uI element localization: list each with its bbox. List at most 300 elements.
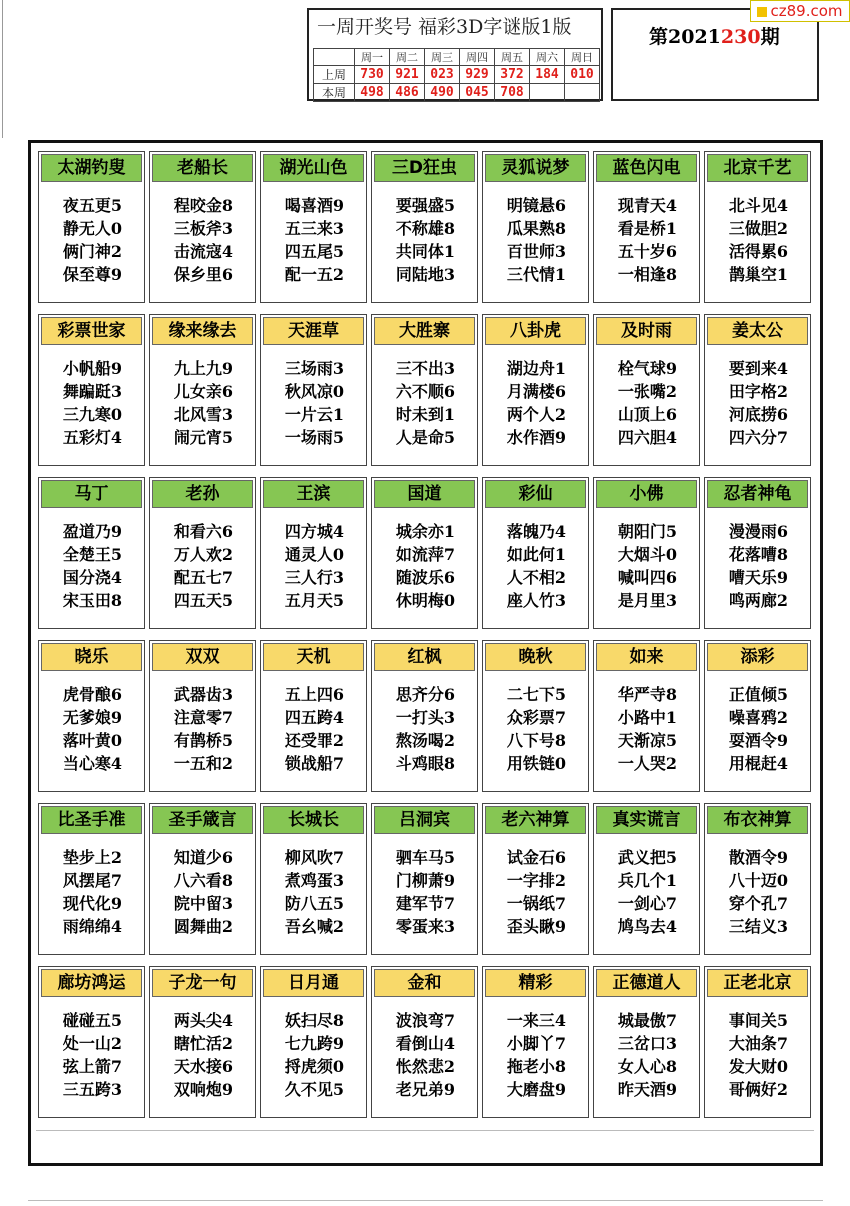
riddle-line: 四五天5 bbox=[173, 591, 234, 610]
card-author: 及时雨 bbox=[596, 317, 697, 345]
draw-number: 010 bbox=[565, 66, 600, 84]
puzzle-card bbox=[482, 803, 589, 955]
draw-number: 045 bbox=[460, 84, 495, 102]
riddle-line: 七九跨9 bbox=[284, 1034, 345, 1053]
riddle-line: 三结义3 bbox=[728, 917, 789, 936]
card-author: 大胜寨 bbox=[374, 317, 475, 345]
riddle-line: 五十岁6 bbox=[617, 242, 678, 261]
draw-number: 372 bbox=[495, 66, 530, 84]
riddle-line: 穿个孔7 bbox=[728, 894, 789, 913]
riddle-line: 双响炮9 bbox=[173, 1080, 234, 1099]
riddle-line: 田字格2 bbox=[728, 382, 789, 401]
weekly-draw-title: 一周开奖号 福彩3D字谜版1版 bbox=[317, 16, 572, 38]
card-author: 圣手箴言 bbox=[152, 806, 253, 834]
riddle-line: 弦上箭7 bbox=[62, 1057, 123, 1076]
card-author: 姜太公 bbox=[707, 317, 808, 345]
day-header: 周五 bbox=[495, 49, 530, 66]
card-riddle-lines bbox=[376, 683, 475, 775]
riddle-line: 三岔口3 bbox=[617, 1034, 678, 1053]
riddle-line: 一五和2 bbox=[173, 754, 234, 773]
riddle-line: 喝喜酒9 bbox=[284, 196, 345, 215]
riddle-line: 熬汤喝2 bbox=[395, 731, 456, 750]
riddle-line: 不称雄8 bbox=[395, 219, 456, 238]
riddle-line: 吾幺喊2 bbox=[284, 917, 345, 936]
puzzle-card bbox=[593, 477, 700, 629]
puzzle-card bbox=[38, 803, 145, 955]
puzzle-card bbox=[260, 966, 367, 1118]
card-riddle-lines bbox=[709, 520, 808, 612]
riddle-line: 雨绵绵4 bbox=[62, 917, 123, 936]
draw-number: 490 bbox=[425, 84, 460, 102]
issue-highlight: 230 bbox=[720, 26, 761, 48]
riddle-line: 要到来4 bbox=[728, 359, 789, 378]
puzzle-card bbox=[260, 314, 367, 466]
issue-number bbox=[649, 22, 780, 49]
card-author: 蓝色闪电 bbox=[596, 154, 697, 182]
watermark-text: cz89.com bbox=[770, 2, 843, 20]
draw-number: 486 bbox=[390, 84, 425, 102]
card-riddle-lines bbox=[376, 357, 475, 449]
card-author: 八卦虎 bbox=[485, 317, 586, 345]
riddle-line: 两个人2 bbox=[506, 405, 567, 424]
riddle-line: 院中留3 bbox=[173, 894, 234, 913]
card-author: 晚秋 bbox=[485, 643, 586, 671]
card-riddle-lines bbox=[265, 194, 364, 286]
riddle-line: 久不见5 bbox=[284, 1080, 345, 1099]
riddle-line: 现青天4 bbox=[617, 196, 678, 215]
riddle-line: 武义把5 bbox=[617, 848, 678, 867]
riddle-line: 人是命5 bbox=[395, 428, 456, 447]
card-author: 彩票世家 bbox=[41, 317, 142, 345]
puzzle-card bbox=[371, 151, 478, 303]
riddle-line: 通灵人0 bbox=[284, 545, 345, 564]
riddle-line: 三九寒0 bbox=[62, 405, 123, 424]
riddle-line: 鹊巢空1 bbox=[728, 265, 789, 284]
riddle-line: 六不顺6 bbox=[395, 382, 456, 401]
riddle-line: 两头尖4 bbox=[173, 1011, 234, 1030]
riddle-line: 大油条7 bbox=[728, 1034, 789, 1053]
riddle-line: 虎骨酿6 bbox=[62, 685, 123, 704]
card-riddle-lines bbox=[154, 357, 253, 449]
card-riddle-lines bbox=[487, 683, 586, 775]
riddle-line: 女人心8 bbox=[617, 1057, 678, 1076]
site-watermark[interactable] bbox=[750, 0, 850, 22]
bottom-divider bbox=[36, 1130, 814, 1131]
issue-prefix: 第2021 bbox=[649, 26, 721, 48]
card-author: 三D狂虫 bbox=[374, 154, 475, 182]
puzzle-card bbox=[482, 966, 589, 1118]
puzzle-card bbox=[149, 640, 256, 792]
weekly-draw-grid bbox=[313, 48, 600, 102]
card-author: 廊坊鸿运 bbox=[41, 969, 142, 997]
card-author: 老六神算 bbox=[485, 806, 586, 834]
day-header: 周一 bbox=[355, 49, 390, 66]
day-header-row bbox=[314, 49, 600, 66]
riddle-line: 正值倾5 bbox=[728, 685, 789, 704]
riddle-line: 击流寇4 bbox=[173, 242, 234, 261]
card-author: 国道 bbox=[374, 480, 475, 508]
riddle-line: 漫漫雨6 bbox=[728, 522, 789, 541]
draw-number bbox=[565, 84, 600, 102]
card-riddle-lines bbox=[598, 846, 697, 938]
draw-number: 023 bbox=[425, 66, 460, 84]
riddle-line: 四方城4 bbox=[284, 522, 345, 541]
riddle-line: 城余亦1 bbox=[395, 522, 456, 541]
riddle-line: 用棍赶4 bbox=[728, 754, 789, 773]
riddle-line: 三场雨3 bbox=[284, 359, 345, 378]
card-author: 灵狐说梦 bbox=[485, 154, 586, 182]
card-riddle-lines bbox=[376, 846, 475, 938]
puzzle-card bbox=[593, 966, 700, 1118]
riddle-line: 嘈天乐9 bbox=[728, 568, 789, 587]
riddle-line: 思齐分6 bbox=[395, 685, 456, 704]
riddle-line: 和看六6 bbox=[173, 522, 234, 541]
card-riddle-lines bbox=[154, 520, 253, 612]
riddle-line: 垫步上2 bbox=[62, 848, 123, 867]
riddle-line: 四五尾5 bbox=[284, 242, 345, 261]
card-riddle-lines bbox=[598, 194, 697, 286]
riddle-line: 五三来3 bbox=[284, 219, 345, 238]
card-author: 日月通 bbox=[263, 969, 364, 997]
riddle-line: 四六分7 bbox=[728, 428, 789, 447]
card-author: 马丁 bbox=[41, 480, 142, 508]
card-riddle-lines bbox=[598, 683, 697, 775]
riddle-line: 试金石6 bbox=[506, 848, 567, 867]
riddle-line: 煮鸡蛋3 bbox=[284, 871, 345, 890]
riddle-line: 城最傲7 bbox=[617, 1011, 678, 1030]
draw-number bbox=[530, 84, 565, 102]
watermark-square-icon bbox=[757, 7, 767, 17]
card-riddle-lines bbox=[43, 683, 142, 775]
puzzle-grid-frame bbox=[28, 140, 823, 1166]
riddle-line: 喊叫四6 bbox=[617, 568, 678, 587]
card-riddle-lines bbox=[154, 1009, 253, 1101]
draw-number: 730 bbox=[355, 66, 390, 84]
riddle-line: 妖扫尽8 bbox=[284, 1011, 345, 1030]
card-riddle-lines bbox=[43, 1009, 142, 1101]
riddle-line: 配一五2 bbox=[284, 265, 345, 284]
riddle-line: 锁战船7 bbox=[284, 754, 345, 773]
puzzle-card bbox=[593, 151, 700, 303]
riddle-line: 盈道乃9 bbox=[62, 522, 123, 541]
puzzle-card bbox=[260, 803, 367, 955]
card-author: 缘来缘去 bbox=[152, 317, 253, 345]
card-riddle-lines bbox=[709, 357, 808, 449]
riddle-line: 捋虎须0 bbox=[284, 1057, 345, 1076]
card-author: 真实谎言 bbox=[596, 806, 697, 834]
riddle-line: 波浪弯7 bbox=[395, 1011, 456, 1030]
card-riddle-lines bbox=[265, 357, 364, 449]
riddle-line: 三五跨3 bbox=[62, 1080, 123, 1099]
draw-number: 708 bbox=[495, 84, 530, 102]
riddle-line: 秋风凉0 bbox=[284, 382, 345, 401]
card-riddle-lines bbox=[43, 846, 142, 938]
card-riddle-lines bbox=[154, 846, 253, 938]
riddle-line: 小路中1 bbox=[617, 708, 678, 727]
card-author: 双双 bbox=[152, 643, 253, 671]
riddle-line: 八六看8 bbox=[173, 871, 234, 890]
riddle-line: 哥俩好2 bbox=[728, 1080, 789, 1099]
riddle-line: 万人欢2 bbox=[173, 545, 234, 564]
riddle-line: 儿女亲6 bbox=[173, 382, 234, 401]
puzzle-card bbox=[704, 314, 811, 466]
riddle-line: 鸣两廊2 bbox=[728, 591, 789, 610]
riddle-line: 小脚丫7 bbox=[506, 1034, 567, 1053]
issue-suffix: 期 bbox=[760, 26, 780, 48]
riddle-line: 人不相2 bbox=[506, 568, 567, 587]
puzzle-card bbox=[593, 803, 700, 955]
card-riddle-lines bbox=[43, 194, 142, 286]
weekly-draw-table bbox=[307, 8, 603, 101]
card-riddle-lines bbox=[265, 683, 364, 775]
riddle-line: 程咬金8 bbox=[173, 196, 234, 215]
riddle-line: 五上四6 bbox=[284, 685, 345, 704]
riddle-line: 国分浇4 bbox=[62, 568, 123, 587]
day-header: 周二 bbox=[390, 49, 425, 66]
riddle-line: 一字排2 bbox=[506, 871, 567, 890]
riddle-line: 武器齿3 bbox=[173, 685, 234, 704]
riddle-line: 俩门神2 bbox=[62, 242, 123, 261]
riddle-line: 怅然悲2 bbox=[395, 1057, 456, 1076]
riddle-line: 一场雨5 bbox=[284, 428, 345, 447]
riddle-line: 众彩票7 bbox=[506, 708, 567, 727]
day-header: 周日 bbox=[565, 49, 600, 66]
card-riddle-lines bbox=[43, 357, 142, 449]
riddle-line: 闹元宵5 bbox=[173, 428, 234, 447]
riddle-line: 天渐凉5 bbox=[617, 731, 678, 750]
draw-number: 498 bbox=[355, 84, 390, 102]
riddle-line: 同陆地3 bbox=[395, 265, 456, 284]
riddle-line: 大烟斗0 bbox=[617, 545, 678, 564]
riddle-line: 时未到1 bbox=[395, 405, 456, 424]
corner-cell bbox=[314, 49, 355, 66]
card-author: 彩仙 bbox=[485, 480, 586, 508]
riddle-line: 山顶上6 bbox=[617, 405, 678, 424]
riddle-line: 休明梅0 bbox=[395, 591, 456, 610]
puzzle-card bbox=[593, 314, 700, 466]
puzzle-card bbox=[593, 640, 700, 792]
puzzle-card bbox=[371, 803, 478, 955]
puzzle-card bbox=[371, 314, 478, 466]
riddle-line: 无爹娘9 bbox=[62, 708, 123, 727]
card-riddle-lines bbox=[598, 1009, 697, 1101]
riddle-line: 河底捞6 bbox=[728, 405, 789, 424]
card-riddle-lines bbox=[709, 846, 808, 938]
riddle-line: 散酒令9 bbox=[728, 848, 789, 867]
card-author: 小佛 bbox=[596, 480, 697, 508]
puzzle-card bbox=[149, 803, 256, 955]
riddle-line: 栓气球9 bbox=[617, 359, 678, 378]
riddle-line: 风摆尾7 bbox=[62, 871, 123, 890]
riddle-line: 湖边舟1 bbox=[506, 359, 567, 378]
card-riddle-lines bbox=[376, 520, 475, 612]
puzzle-card bbox=[371, 966, 478, 1118]
row-label: 上周 bbox=[314, 66, 355, 84]
card-riddle-lines bbox=[265, 1009, 364, 1101]
riddle-line: 八十迈0 bbox=[728, 871, 789, 890]
riddle-line: 夜五更5 bbox=[62, 196, 123, 215]
card-riddle-lines bbox=[709, 1009, 808, 1101]
riddle-line: 瓜果熟8 bbox=[506, 219, 567, 238]
puzzle-card bbox=[149, 966, 256, 1118]
puzzle-card bbox=[260, 151, 367, 303]
card-riddle-lines bbox=[376, 194, 475, 286]
riddle-line: 花落嘈8 bbox=[728, 545, 789, 564]
riddle-line: 落魄乃4 bbox=[506, 522, 567, 541]
riddle-line: 注意零7 bbox=[173, 708, 234, 727]
card-author: 金和 bbox=[374, 969, 475, 997]
riddle-line: 一剑心7 bbox=[617, 894, 678, 913]
puzzle-card bbox=[38, 640, 145, 792]
riddle-line: 水作酒9 bbox=[506, 428, 567, 447]
riddle-line: 一打头3 bbox=[395, 708, 456, 727]
riddle-line: 昨天酒9 bbox=[617, 1080, 678, 1099]
riddle-line: 北风雪3 bbox=[173, 405, 234, 424]
card-riddle-lines bbox=[154, 683, 253, 775]
card-riddle-lines bbox=[376, 1009, 475, 1101]
puzzle-card bbox=[482, 151, 589, 303]
riddle-line: 全楚王5 bbox=[62, 545, 123, 564]
puzzle-card bbox=[149, 477, 256, 629]
card-author: 精彩 bbox=[485, 969, 586, 997]
riddle-line: 三板斧3 bbox=[173, 219, 234, 238]
riddle-line: 一片云1 bbox=[284, 405, 345, 424]
riddle-line: 有鹊桥5 bbox=[173, 731, 234, 750]
card-author: 天机 bbox=[263, 643, 364, 671]
riddle-line: 兵几个1 bbox=[617, 871, 678, 890]
riddle-line: 还受罪2 bbox=[284, 731, 345, 750]
riddle-line: 柳风吹7 bbox=[284, 848, 345, 867]
card-author: 天涯草 bbox=[263, 317, 364, 345]
card-author: 红枫 bbox=[374, 643, 475, 671]
card-riddle-lines bbox=[487, 1009, 586, 1101]
puzzle-card bbox=[704, 477, 811, 629]
riddle-line: 门柳萧9 bbox=[395, 871, 456, 890]
riddle-line: 活得累6 bbox=[728, 242, 789, 261]
last-week-row bbox=[314, 66, 600, 84]
riddle-line: 驷车马5 bbox=[395, 848, 456, 867]
card-riddle-lines bbox=[154, 194, 253, 286]
riddle-line: 如流萍7 bbox=[395, 545, 456, 564]
puzzle-card bbox=[371, 640, 478, 792]
left-edge-line bbox=[2, 0, 3, 138]
puzzle-card bbox=[38, 314, 145, 466]
riddle-line: 二七下5 bbox=[506, 685, 567, 704]
riddle-line: 一张嘴2 bbox=[617, 382, 678, 401]
riddle-line: 老兄弟9 bbox=[395, 1080, 456, 1099]
puzzle-card bbox=[482, 477, 589, 629]
draw-number: 184 bbox=[530, 66, 565, 84]
card-author: 正德道人 bbox=[596, 969, 697, 997]
riddle-line: 现代化9 bbox=[62, 894, 123, 913]
riddle-line: 北斗见4 bbox=[728, 196, 789, 215]
riddle-line: 圆舞曲2 bbox=[173, 917, 234, 936]
day-header: 周三 bbox=[425, 49, 460, 66]
card-riddle-lines bbox=[709, 194, 808, 286]
riddle-line: 共同体1 bbox=[395, 242, 456, 261]
card-author: 湖光山色 bbox=[263, 154, 364, 182]
puzzle-card bbox=[38, 477, 145, 629]
card-riddle-lines bbox=[598, 357, 697, 449]
riddle-line: 八下号8 bbox=[506, 731, 567, 750]
card-author: 北京千艺 bbox=[707, 154, 808, 182]
puzzle-card bbox=[482, 640, 589, 792]
card-author: 添彩 bbox=[707, 643, 808, 671]
card-riddle-lines bbox=[709, 683, 808, 775]
riddle-line: 斗鸡眼8 bbox=[395, 754, 456, 773]
row-label: 本周 bbox=[314, 84, 355, 102]
card-riddle-lines bbox=[265, 846, 364, 938]
card-riddle-lines bbox=[487, 194, 586, 286]
draw-number: 921 bbox=[390, 66, 425, 84]
page-bottom-line bbox=[28, 1200, 823, 1201]
riddle-line: 歪头瞅9 bbox=[506, 917, 567, 936]
card-author: 布衣神算 bbox=[707, 806, 808, 834]
riddle-line: 知道少6 bbox=[173, 848, 234, 867]
card-author: 老船长 bbox=[152, 154, 253, 182]
this-week-row bbox=[314, 84, 600, 102]
puzzle-card bbox=[260, 477, 367, 629]
card-author: 正老北京 bbox=[707, 969, 808, 997]
day-header: 周六 bbox=[530, 49, 565, 66]
puzzle-card bbox=[704, 803, 811, 955]
riddle-line: 一锅纸7 bbox=[506, 894, 567, 913]
card-author: 王滨 bbox=[263, 480, 364, 508]
riddle-line: 当心寒4 bbox=[62, 754, 123, 773]
riddle-line: 事间关5 bbox=[728, 1011, 789, 1030]
riddle-line: 零蛋来3 bbox=[395, 917, 456, 936]
card-riddle-lines bbox=[265, 520, 364, 612]
riddle-line: 随波乐6 bbox=[395, 568, 456, 587]
riddle-line: 保至尊9 bbox=[62, 265, 123, 284]
card-author: 如来 bbox=[596, 643, 697, 671]
riddle-line: 五月天5 bbox=[284, 591, 345, 610]
riddle-line: 一来三4 bbox=[506, 1011, 567, 1030]
puzzle-card bbox=[482, 314, 589, 466]
riddle-line: 鸠鸟去4 bbox=[617, 917, 678, 936]
puzzle-card bbox=[704, 151, 811, 303]
riddle-line: 宋玉田8 bbox=[62, 591, 123, 610]
card-author: 比圣手准 bbox=[41, 806, 142, 834]
riddle-line: 舞蹁跹3 bbox=[62, 382, 123, 401]
riddle-line: 是月里3 bbox=[617, 591, 678, 610]
riddle-line: 配五七7 bbox=[173, 568, 234, 587]
riddle-line: 碰碰五5 bbox=[62, 1011, 123, 1030]
riddle-line: 保乡里6 bbox=[173, 265, 234, 284]
puzzle-card bbox=[149, 151, 256, 303]
riddle-line: 落叶黄0 bbox=[62, 731, 123, 750]
card-author: 忍者神龟 bbox=[707, 480, 808, 508]
riddle-line: 朝阳门5 bbox=[617, 522, 678, 541]
riddle-line: 天水接6 bbox=[173, 1057, 234, 1076]
card-riddle-lines bbox=[487, 846, 586, 938]
puzzle-card bbox=[38, 966, 145, 1118]
riddle-line: 看是桥1 bbox=[617, 219, 678, 238]
riddle-line: 静无人0 bbox=[62, 219, 123, 238]
card-riddle-lines bbox=[598, 520, 697, 612]
draw-number: 929 bbox=[460, 66, 495, 84]
riddle-line: 耍酒令9 bbox=[728, 731, 789, 750]
card-author: 吕洞宾 bbox=[374, 806, 475, 834]
card-author: 老孙 bbox=[152, 480, 253, 508]
riddle-line: 一人哭2 bbox=[617, 754, 678, 773]
card-author: 子龙一句 bbox=[152, 969, 253, 997]
puzzle-card bbox=[371, 477, 478, 629]
riddle-line: 三人行3 bbox=[284, 568, 345, 587]
puzzle-card bbox=[704, 640, 811, 792]
day-header: 周四 bbox=[460, 49, 495, 66]
card-author: 太湖钓叟 bbox=[41, 154, 142, 182]
